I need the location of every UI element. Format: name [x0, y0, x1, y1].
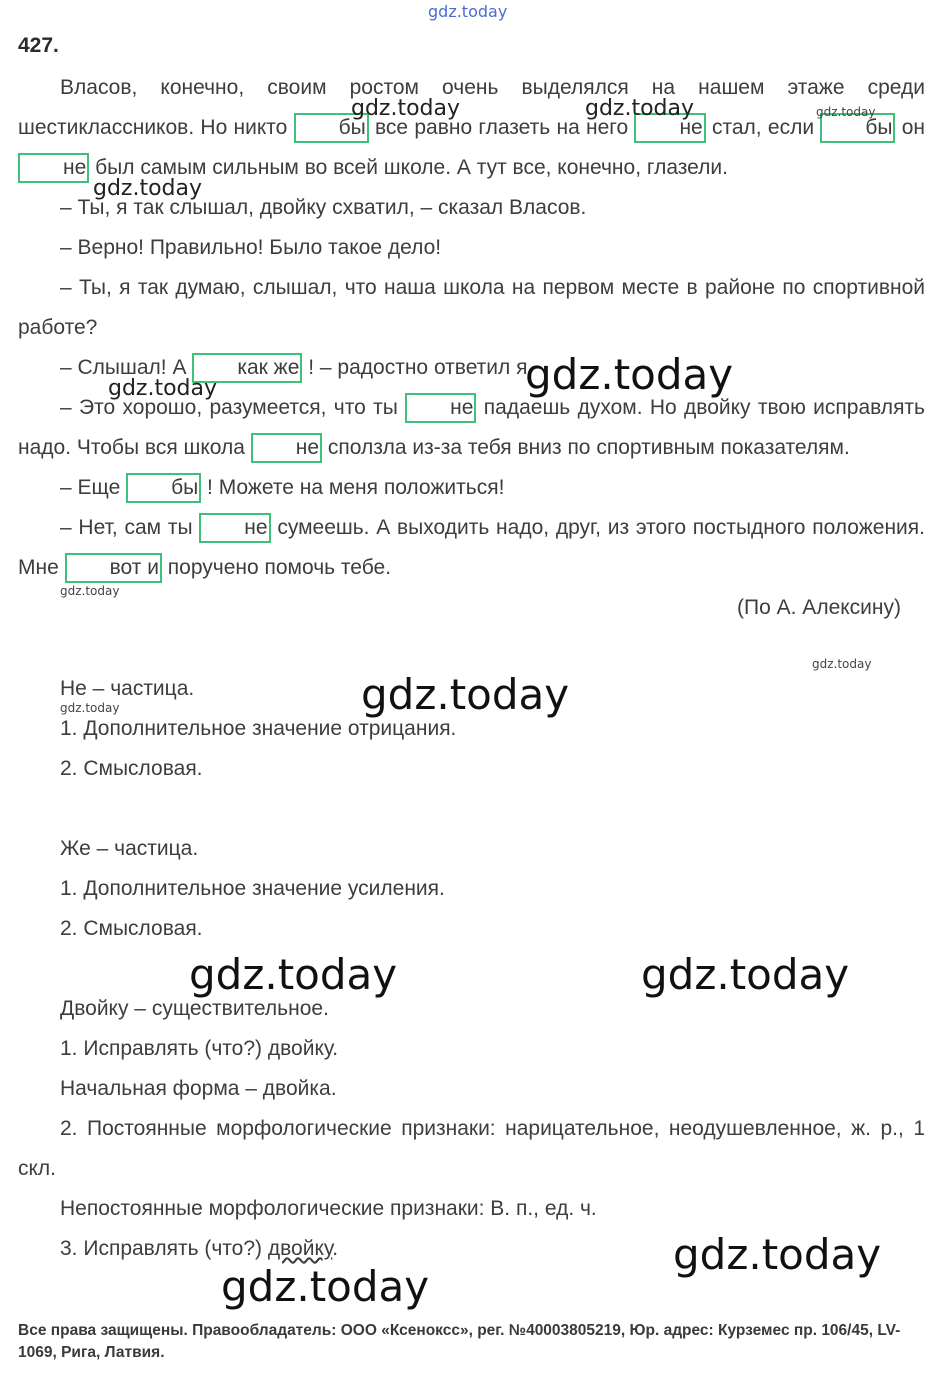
- copyright-footer: Все права защищены. Правообладатель: ООО «Ксеноксс», рег. №40003805219, Юр. адрес: Курземес пр. 106/45, LV-1069, Рига, Латвия.: [18, 1322, 901, 1361]
- watermark: gdz.today: [812, 657, 872, 671]
- paragraph-7: – Еще бы ! Можете на меня положиться!: [18, 468, 925, 508]
- particle-highlight: не: [634, 113, 705, 143]
- analysis-dvoyku-2: 2. Постоянные морфологические признаки: нарицательное, неодушевленное, ж. р., 1 скл.: [18, 1117, 925, 1180]
- analysis-dvoyku-1: 1. Исправлять (что?) двойку.: [60, 1037, 339, 1060]
- watermark: gdz.today: [641, 950, 850, 999]
- watermark: gdz.today: [673, 1230, 882, 1279]
- watermark: gdz.today: [60, 701, 120, 715]
- watermark: gdz.today: [525, 350, 734, 399]
- particle-highlight: не: [18, 153, 89, 183]
- exercise-text: [18, 68, 925, 628]
- watermark: gdz.today: [189, 950, 398, 999]
- analysis-dvoyku-3: 3. Исправлять (что?) двойку.: [60, 1237, 339, 1260]
- particle-highlight: не: [199, 513, 270, 543]
- particle-highlight: как же: [192, 353, 302, 383]
- particle-highlight: бы: [126, 473, 201, 503]
- exercise-number: 427.: [18, 34, 59, 57]
- analysis-zhe-title: Же – частица.: [60, 837, 199, 860]
- analysis-ne-1: 1. Дополнительное значение отрицания.: [60, 717, 457, 740]
- watermark: gdz.today: [585, 96, 695, 121]
- watermark: gdz.today: [351, 96, 461, 121]
- particle-highlight: бы: [820, 113, 895, 143]
- watermark: gdz.today: [428, 2, 508, 21]
- analysis-dvoyku-title: Двойку – существительное.: [60, 997, 329, 1020]
- watermark: gdz.today: [108, 376, 218, 401]
- particle-highlight: не: [405, 393, 476, 423]
- particle-highlight: вот и: [65, 553, 162, 583]
- paragraph-4: – Ты, я так думаю, слышал, что наша школа на первом месте в районе по спортивной работе?: [18, 276, 925, 339]
- underlined-word: двойку: [267, 1237, 333, 1260]
- analysis-ne-title: Не – частица.: [60, 677, 195, 700]
- author-attribution: (По А. Алексину): [737, 596, 901, 619]
- analysis-dvoyku-initial: Начальная форма – двойка.: [60, 1077, 337, 1100]
- paragraph-3: – Верно! Правильно! Было такое дело!: [60, 236, 442, 259]
- paragraph-5: – Слышал! А как же ! – радостно ответил я.: [18, 348, 925, 388]
- analysis-zhe-1: 1. Дополнительное значение усиления.: [60, 877, 445, 900]
- spacer: [18, 789, 925, 829]
- watermark: gdz.today: [60, 584, 120, 598]
- analysis-dvoyku-nonconst: Непостоянные морфологические признаки: В. п., ед. ч.: [60, 1197, 597, 1220]
- watermark: gdz.today: [93, 176, 203, 201]
- watermark: gdz.today: [816, 105, 876, 119]
- watermark: gdz.today: [221, 1262, 430, 1311]
- particle-highlight: не: [251, 433, 322, 463]
- watermark: gdz.today: [361, 670, 570, 719]
- paragraph-6: – Это хорошо, разумеется, что ты не падаешь духом. Но двойку твою исправлять надо. Чтобы вся школа не сползла из-за тебя вниз по спортивным показателям.: [18, 388, 925, 468]
- paragraph-1: Власов, конечно, своим ростом очень выделялся на нашем этаже среди шестиклассников. Но никто бы все равно глазеть на него не стал, если бы он не был самым сильным во всей школе. А тут все, конечно, глазели.: [18, 68, 925, 188]
- particle-highlight: бы: [294, 113, 369, 143]
- analysis-ne-2: 2. Смысловая.: [60, 757, 203, 780]
- paragraph-2: – Ты, я так слышал, двойку схватил, – сказал Власов.: [60, 196, 587, 219]
- analysis-zhe-2: 2. Смысловая.: [60, 917, 203, 940]
- paragraph-8: – Нет, сам ты не сумеешь. А выходить надо, друг, из этого постыдного положения. Мне вот и поручено помочь тебе.: [18, 508, 925, 588]
